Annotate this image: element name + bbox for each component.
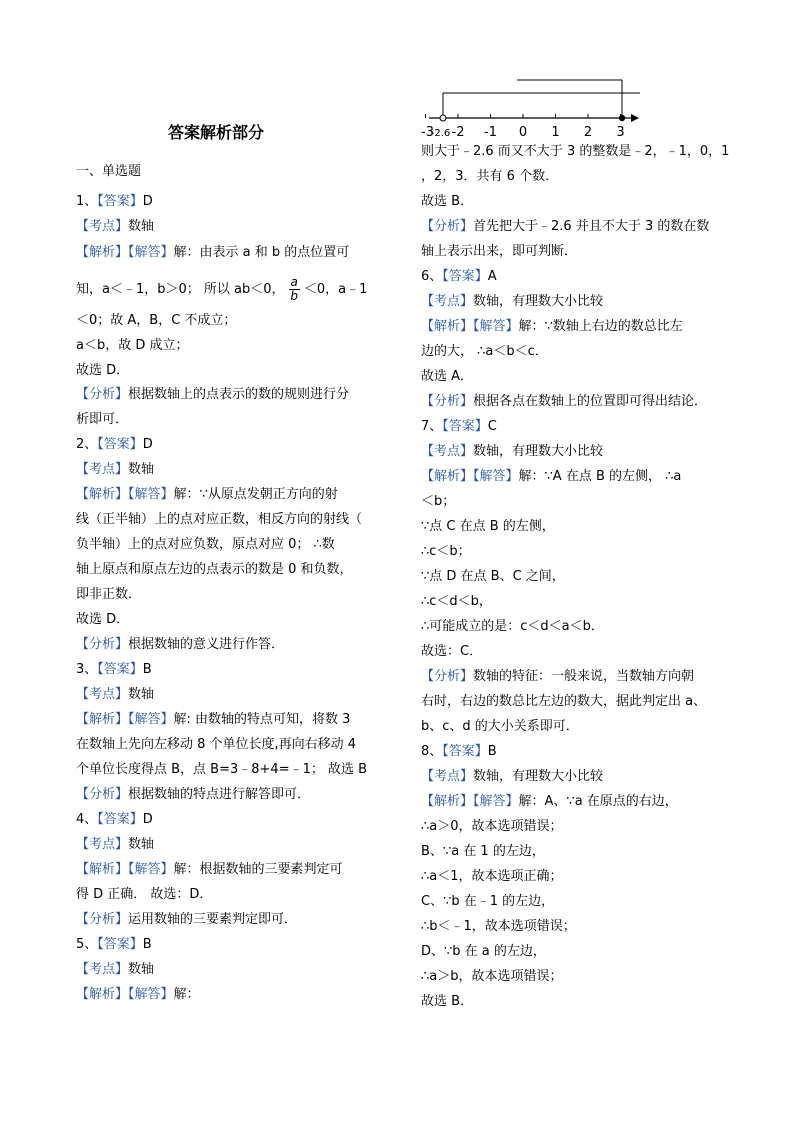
q1-fenxi: 【分析】根据数轴上的点表示的数的规则进行分 [76,387,350,402]
q8-line9: 故选 B． [421,994,474,1009]
q1-line4: a＜b，故 D 成立； [76,338,189,353]
q3-line3: 个单位长度得点 B，点 B=3﹣8+4=﹣1； 故选 B [76,762,368,777]
q8-line8: ∴a＞b，故本选项错误； [421,969,563,984]
q4-answer: 4、【答案】D [76,812,153,827]
axis-label: -2.6 [430,128,451,139]
q7-fenxi: 【分析】数轴的特征：一般来说，当数轴方向朝 [421,669,695,684]
q8-line4: ∴a＜1，故本选项正确； [421,869,563,884]
q2-line6: 故选 D． [76,612,130,627]
q7-jiexi: 【解析】【解答】解：∵A 在点 B 的左侧， ∴a [421,469,682,484]
q5-result-3: 故选 B． [421,194,474,209]
q8-kaodian: 【考点】数轴，有理数大小比较 [421,769,604,784]
q6-fenxi: 【分析】根据各点在数轴上的位置即可得出结论． [421,394,708,409]
q3-fenxi: 【分析】根据数轴的特点进行解答即可． [76,787,311,802]
q7-line2: ＜b； [421,494,456,509]
q4-kaodian: 【考点】数轴 [76,837,155,852]
q3-answer: 3、【答案】B [76,662,152,677]
page-title: 答案解析部分 [168,123,265,142]
q7-line5: ∵点 D 在点 B、C 之间， [421,569,565,584]
fraction-a-over-b: $\frac{a}{b}$ [290,275,298,303]
q4-line2: 得 D 正确． 故选：D． [76,887,213,902]
q7-fenxi-3: b、c、d 的大小关系即可． [421,719,579,734]
q7-line7: ∴可能成立的是：c＜d＜a＜b． [421,619,604,634]
q3-line2: 在数轴上先向左移动 8 个单位长度,再向右移动 4 [76,737,357,752]
closed-point-3 [619,115,625,121]
q5-fenxi: 【分析】首先把大于﹣2.6 并且不大于 3 的数在数 [421,219,710,234]
q6-line2: 边的大， ∴a＜b＜c． [421,344,548,359]
q3-jiexi: 【解析】【解答】解: 由数轴的特点可知，将数 3 [76,712,351,727]
q2-line4: 轴上原点和原点左边的点表示的数是 0 和负数， [76,562,353,577]
q1-line3: ＜0；故 A，B，C 不成立； [76,313,237,328]
axis-label: 0 [518,125,528,140]
q7-line3: ∵点 C 在点 B 的左侧， [421,519,555,534]
q1-kaodian: 【考点】数轴 [76,219,155,234]
q8-line6: ∴b＜﹣1，故本选项错误； [421,919,576,934]
section-heading: 一、单选题 [76,164,142,179]
axis-arrow-icon [631,114,639,122]
q8-line5: C、∵b 在﹣1 的左边， [421,894,555,909]
q1-line2: 知，a＜﹣1，b＞0； 所以 ab＜0， $\frac{a}{b}$ ＜0，a﹣1 [76,275,368,303]
axis-label: 1 [551,125,560,140]
q2-answer: 2、【答案】D [76,437,153,452]
axis-label: -2 [451,125,465,140]
q8-line3: B、∵a 在 1 的左边， [421,844,545,859]
q7-answer: 7、【答案】C [421,419,497,434]
q1-fenxi-2: 析即可． [76,412,129,427]
q7-line8: 故选：C． [421,644,483,659]
q7-fenxi-2: 右时，右边的数总比左边的数大，据此判定出 a、 [421,694,707,709]
q7-line4: ∴c＜b； [421,544,471,559]
q6-jiexi: 【解析】【解答】解：∵数轴上右边的数总比左 [421,319,683,334]
q6-kaodian: 【考点】数轴，有理数大小比较 [421,294,604,309]
q5-answer: 5、【答案】B [76,937,152,952]
q8-answer: 8、【答案】B [421,744,497,759]
q2-jiexi: 【解析】【解答】解：∵从原点发朝正方向的射 [76,487,338,502]
q6-line3: 故选 A． [421,369,474,384]
axis-label: -1 [484,125,497,140]
q6-answer: 6、【答案】A [421,269,497,284]
q8-jiexi: 【解析】【解答】解：A、∵a 在原点的右边， [421,794,678,809]
q5-result-2: ，2，3．共有 6 个数． [421,169,559,184]
q7-kaodian: 【考点】数轴，有理数大小比较 [421,444,604,459]
axis-label: 3 [616,125,625,140]
open-point-minus-2-6 [440,115,446,121]
q5-fenxi-2: 轴上表示出来，即可判断． [421,244,578,259]
q2-line2: 线（正半轴）上的点对应正数，相反方向的射线（ [76,512,363,527]
number-line-figure [415,75,655,141]
q8-line7: D、∵b 在 a 的左边， [421,944,546,959]
axis-label: -3 [421,125,434,140]
q1-answer: 1、【答案】D [76,194,153,209]
q2-line3: 负半轴）上的点对应负数，原点对应 0； ∴数 [76,537,335,552]
axis-labels [421,125,625,140]
q2-kaodian: 【考点】数轴 [76,462,155,477]
q1-line5: 故选 D． [76,363,130,378]
q5-kaodian: 【考点】数轴 [76,962,155,977]
q5-result-1: 则大于﹣2.6 而又不大于 3 的整数是﹣2，﹣1，0，1 [421,144,730,159]
q1-jiexi: 【解析】【解答】解：由表示 a 和 b 的点位置可 [76,245,350,260]
q4-jiexi: 【解析】【解答】解：根据数轴的三要素判定可 [76,862,343,877]
q4-fenxi: 【分析】运用数轴的三要素判定即可． [76,912,298,927]
axis-label: 2 [583,125,593,140]
q2-line5: 即非正数． [76,587,142,602]
q8-line2: ∴a＞0，故本选项错误； [421,819,563,834]
q2-fenxi: 【分析】根据数轴的意义进行作答． [76,637,285,652]
q5-jiexi: 【解析】【解答】解： [76,987,200,1002]
q3-kaodian: 【考点】数轴 [76,687,155,702]
q7-line6: ∴c＜d＜b， [421,594,492,609]
